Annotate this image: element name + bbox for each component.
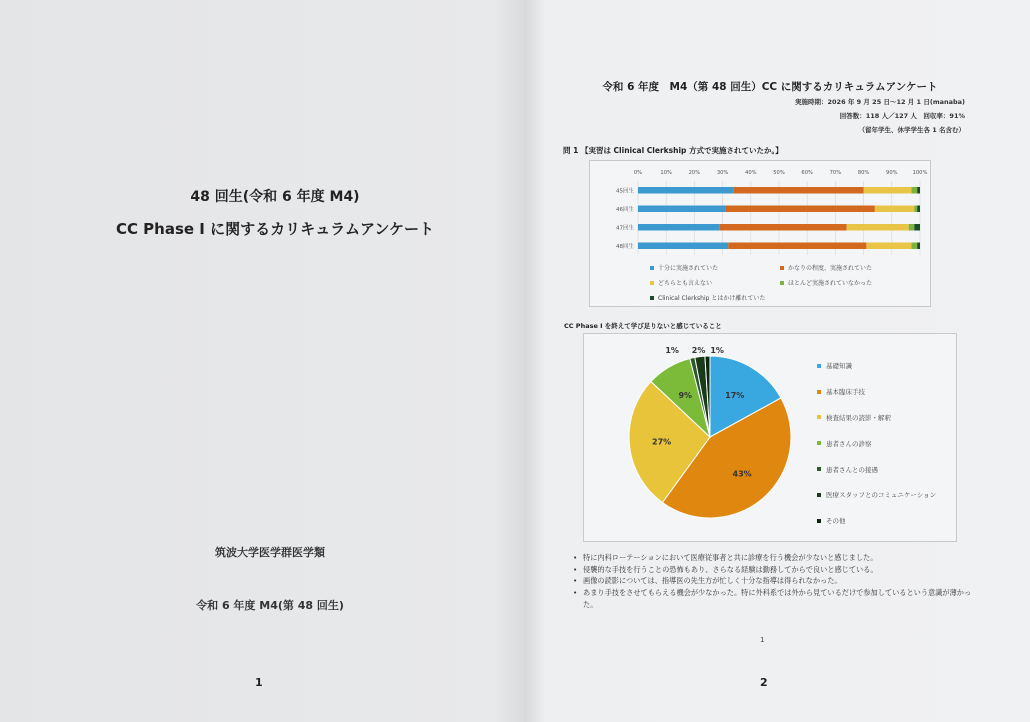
survey-note: （留年学生、休学学生各 1 名含む） [858, 126, 965, 134]
legend-label: 医療スタッフとのコミュニケーション [826, 491, 937, 500]
pie-data-label: 1% [665, 346, 679, 355]
pie-legend-item [817, 430, 936, 456]
x-tick-label: 30% [716, 170, 729, 176]
legend-label: 基本臨床手技 [826, 388, 865, 397]
survey-response: 回答数：118 人／127 人 回収率：91% [839, 112, 965, 120]
pie-legend-item [817, 379, 936, 405]
question1-title: 問 1 【実習は Clinical Clerkship 方式で実施されていたか。】 [563, 146, 783, 155]
legend-label: どちらとも言えない [658, 280, 713, 287]
pie-data-label: 2% [691, 346, 706, 355]
category-label: 48回生 [616, 244, 634, 250]
x-tick-label: 70% [829, 170, 842, 176]
cover-title-line2: CC Phase I に関するカリキュラムアンケート [115, 220, 435, 238]
category-label: 46回生 [616, 207, 634, 213]
comments-list [573, 552, 973, 611]
comment-item: • 画像の読影については、指導医の先生方が忙しく十分な指導は得られなかった。 [573, 575, 973, 587]
legend-label: Clinical Clerkship とはかけ離れていた [658, 295, 766, 302]
cover-year-line: 令和 6 年度 M4(第 48 回生) [196, 599, 344, 612]
legend-label: 患者さんの診察 [826, 439, 872, 448]
legend-swatch [817, 415, 821, 419]
pie-data-label: 17% [725, 391, 745, 401]
x-tick-label: 50% [773, 170, 785, 176]
survey-period: 実施時期：2026 年 9 月 25 日～12 月 1 日(manaba) [795, 98, 965, 106]
pie-data-label: 43% [732, 469, 752, 479]
legend-swatch [817, 364, 821, 368]
pie-legend-item [817, 508, 936, 534]
x-tick-label: 80% [857, 170, 870, 176]
right-page-number: 2 [760, 676, 768, 689]
right-page [515, 0, 1030, 722]
pie-chart-title: CC Phase I を終えて学び足りないと感じていること [564, 322, 722, 330]
x-tick-label: 60% [801, 170, 813, 176]
legend-label: ほとんど実施されていなかった [788, 280, 873, 287]
legend-label: 検査結果の読影・解釈 [826, 413, 891, 422]
legend-label: 基礎知識 [826, 362, 852, 371]
legend-label: 十分に実施されていた [658, 265, 719, 272]
x-tick-label: 40% [745, 170, 757, 176]
pie-data-label: 9% [678, 391, 693, 401]
pie-data-label: 27% [652, 437, 672, 447]
pie-chart [515, 0, 1030, 722]
legend-swatch [817, 467, 821, 471]
x-tick-label: 100% [912, 170, 928, 176]
legend-label: 患者さんとの接遇 [826, 465, 878, 474]
legend-swatch [817, 519, 821, 523]
x-tick-label: 90% [886, 170, 898, 176]
cover-university: 筑波大学医学群医学類 [215, 546, 325, 559]
pie-legend-item [817, 456, 936, 482]
x-tick-label: 20% [688, 170, 701, 176]
legend-label: その他 [826, 517, 846, 526]
legend-swatch [817, 441, 821, 445]
pie-legend-item [817, 353, 936, 379]
legend-label: かなりの程度、実施されていた [788, 265, 873, 272]
pie-data-label: 1% [710, 346, 724, 355]
comment-item: • あまり手技をさせてもらえる機会が少なかった。特に外科系では外から見ているだけで参加しているという意識が薄かった。 [573, 587, 973, 610]
left-page-number: 1 [255, 676, 263, 689]
category-label: 45回生 [616, 188, 634, 195]
comment-item: • 特に内科ローテーションにおいて医療従事者と共に診療を行う機会が少ないと感じました。 [573, 552, 973, 564]
survey-title: 令和 6 年度 M4（第 48 回生）CC に関するカリキュラムアンケート [602, 81, 938, 93]
category-label: 47回生 [616, 225, 634, 232]
cover-title-line1: 48 回生(令和 6 年度 M4) [190, 189, 360, 205]
pie-legend-item [817, 482, 936, 508]
x-tick-label: 10% [660, 170, 672, 176]
legend-swatch [817, 493, 821, 497]
footer-small-number: 1 [760, 636, 765, 644]
comment-item: • 侵襲的な手技を行うことの恐怖もあり、さらなる経験は勤務してからで良いと感じている。 [573, 564, 973, 576]
pie-legend-item [817, 405, 936, 431]
pie-chart-legend [817, 353, 936, 534]
legend-swatch [817, 390, 821, 394]
x-tick-label: 0% [633, 170, 643, 176]
